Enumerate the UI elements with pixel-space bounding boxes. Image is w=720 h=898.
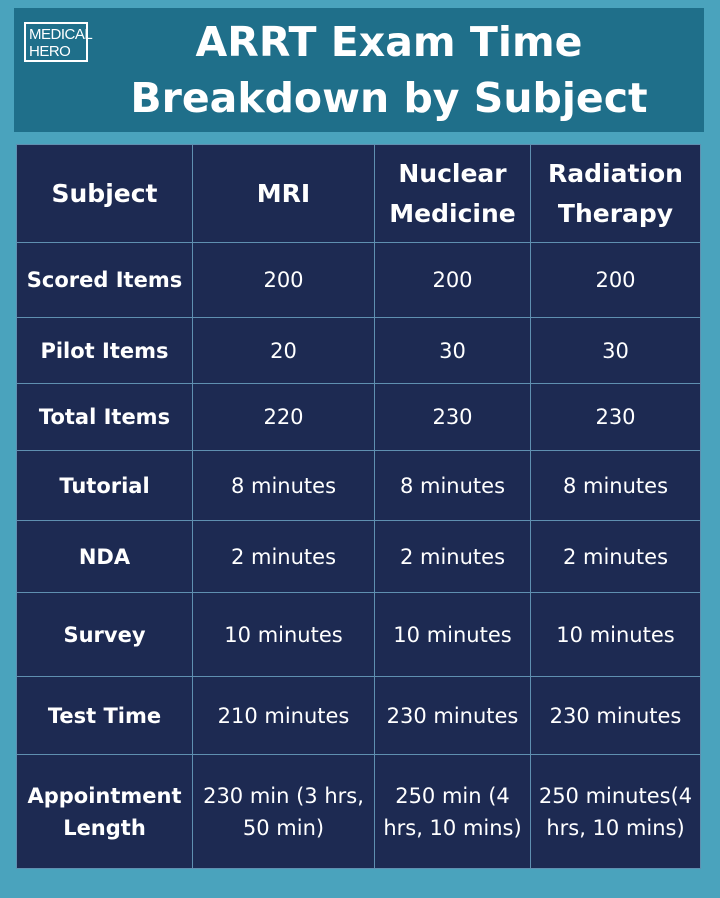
cell-radiation-therapy: 250 minutes(4 hrs, 10 mins) xyxy=(531,755,701,869)
header-subject: Subject xyxy=(17,145,193,243)
row-label: Survey xyxy=(17,593,193,677)
table-row xyxy=(17,243,701,318)
row-label: NDA xyxy=(17,521,193,593)
cell-mri: 220 xyxy=(193,384,375,451)
cell-nuclear-medicine: 8 minutes xyxy=(375,451,531,521)
cell-nuclear-medicine: 230 minutes xyxy=(375,677,531,755)
row-label: Pilot Items xyxy=(17,318,193,384)
header-nuclear-medicine: Nuclear Medicine xyxy=(375,145,531,243)
cell-mri: 2 minutes xyxy=(193,521,375,593)
cell-mri: 230 min (3 hrs, 50 min) xyxy=(193,755,375,869)
table-row xyxy=(17,451,701,521)
table-row xyxy=(17,318,701,384)
table-row xyxy=(17,521,701,593)
title-line-1: ARRT Exam Time xyxy=(195,18,583,66)
cell-radiation-therapy: 230 minutes xyxy=(531,677,701,755)
cell-radiation-therapy: 2 minutes xyxy=(531,521,701,593)
page-title xyxy=(74,14,704,126)
cell-nuclear-medicine: 230 xyxy=(375,384,531,451)
cell-nuclear-medicine: 250 min (4 hrs, 10 mins) xyxy=(375,755,531,869)
cell-mri: 210 minutes xyxy=(193,677,375,755)
table-row xyxy=(17,593,701,677)
row-label: Tutorial xyxy=(17,451,193,521)
table-header-row xyxy=(17,145,701,243)
cell-radiation-therapy: 8 minutes xyxy=(531,451,701,521)
row-label: Scored Items xyxy=(17,243,193,318)
cell-radiation-therapy: 10 minutes xyxy=(531,593,701,677)
header-banner xyxy=(14,8,704,132)
cell-radiation-therapy: 200 xyxy=(531,243,701,318)
title-line-2: Breakdown by Subject xyxy=(130,74,648,122)
header-mri: MRI xyxy=(193,145,375,243)
exam-breakdown-table xyxy=(16,144,701,869)
cell-nuclear-medicine: 30 xyxy=(375,318,531,384)
logo-line-2: HERO xyxy=(29,43,71,60)
logo-line-1: MEDICAL xyxy=(29,26,93,43)
cell-radiation-therapy: 230 xyxy=(531,384,701,451)
cell-mri: 200 xyxy=(193,243,375,318)
cell-mri: 10 minutes xyxy=(193,593,375,677)
header-radiation-therapy: Radiation Therapy xyxy=(531,145,701,243)
row-label: Appointment Length xyxy=(17,755,193,869)
cell-nuclear-medicine: 200 xyxy=(375,243,531,318)
table-row xyxy=(17,677,701,755)
table-row xyxy=(17,384,701,451)
table-row xyxy=(17,755,701,869)
cell-nuclear-medicine: 10 minutes xyxy=(375,593,531,677)
cell-radiation-therapy: 30 xyxy=(531,318,701,384)
cell-mri: 8 minutes xyxy=(193,451,375,521)
cell-nuclear-medicine: 2 minutes xyxy=(375,521,531,593)
row-label: Test Time xyxy=(17,677,193,755)
row-label: Total Items xyxy=(17,384,193,451)
cell-mri: 20 xyxy=(193,318,375,384)
